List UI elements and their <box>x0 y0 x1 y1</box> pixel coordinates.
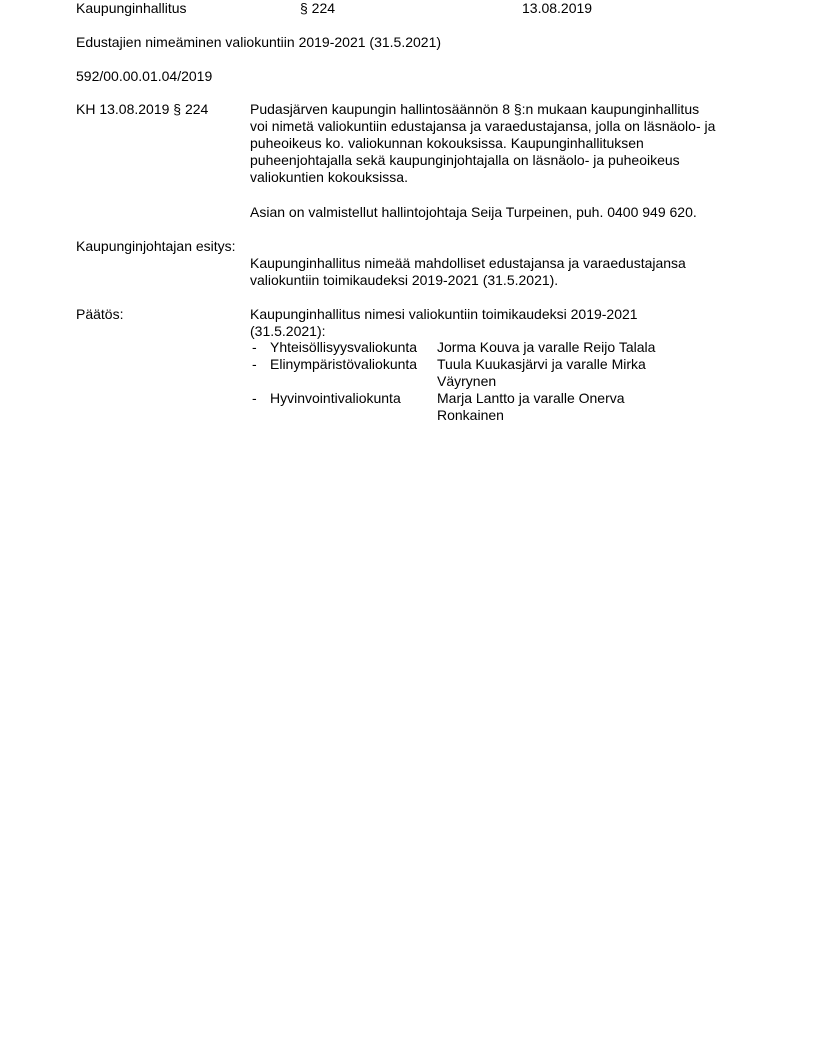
proposal-label: Kaupunginjohtajan esitys: <box>76 238 236 254</box>
decision-list-item <box>0 356 816 390</box>
header-section-number: § 224 <box>300 0 336 16</box>
representative-names <box>437 390 697 424</box>
header-body-name: Kaupunginhallitus <box>76 0 187 16</box>
kh-paragraph-line: puheenjohtajalla sekä kaupunginjohtajalla on läsnäolo- ja puheoikeus <box>250 152 680 168</box>
committee-name: Yhteisöllisyysvaliokunta <box>270 339 418 355</box>
representative-line: Marja Lantto ja varalle Onerva <box>437 390 625 406</box>
committee-name: Elinympäristövaliokunta <box>270 356 418 372</box>
decision-intro-line: (31.5.2021): <box>250 323 326 339</box>
representative-names <box>437 339 697 356</box>
representative-line: Ronkainen <box>437 407 504 423</box>
decision-list-item <box>0 339 816 356</box>
decision-label: Päätös: <box>76 306 124 322</box>
representative-line: Tuula Kuukasjärvi ja varalle Mirka <box>437 356 646 372</box>
decision-list-item <box>0 390 816 424</box>
committee-name: Hyvinvointivaliokunta <box>270 390 401 406</box>
decision-intro-line: Kaupunginhallitus nimesi valiokuntiin toimikaudeksi 2019-2021 <box>250 306 638 322</box>
representative-line: Jorma Kouva ja varalle Reijo Talala <box>437 339 656 355</box>
header-date: 13.08.2019 <box>522 0 593 16</box>
proposal-text <box>250 255 750 289</box>
kh-label: KH 13.08.2019 § 224 <box>76 101 209 117</box>
list-bullet-dash: - <box>252 339 257 355</box>
record-number: 592/00.00.01.04/2019 <box>76 68 213 84</box>
kh-paragraph-line: Pudasjärven kaupungin hallintosäännön 8 §:n mukaan kaupunginhallitus <box>250 101 700 117</box>
kh-prepared-by: Asian on valmistellut hallintojohtaja Seija Turpeinen, puh. 0400 949 620. <box>250 204 697 220</box>
kh-paragraph-line: valiokuntien kokouksissa. <box>250 169 408 185</box>
list-bullet-dash: - <box>252 356 257 372</box>
proposal-text-line: valiokuntiin toimikaudeksi 2019-2021 (31.5.2021). <box>250 272 559 288</box>
proposal-text-line: Kaupunginhallitus nimeää mahdolliset edustajansa ja varaedustajansa <box>250 255 686 271</box>
kh-paragraph-line: puheoikeus ko. valiokunnan kokouksissa. Kaupunginhallituksen <box>250 135 644 151</box>
list-bullet-dash: - <box>252 390 257 406</box>
kh-paragraph-line: voi nimetä valiokuntiin edustajansa ja varaedustajansa, jolla on läsnäolo- ja <box>250 118 716 134</box>
decision-intro <box>250 306 750 340</box>
document-title: Edustajien nimeäminen valiokuntiin 2019-2021 (31.5.2021) <box>76 34 442 50</box>
kh-paragraph <box>250 101 750 186</box>
representative-line: Väyrynen <box>437 373 497 389</box>
representative-names <box>437 356 697 390</box>
